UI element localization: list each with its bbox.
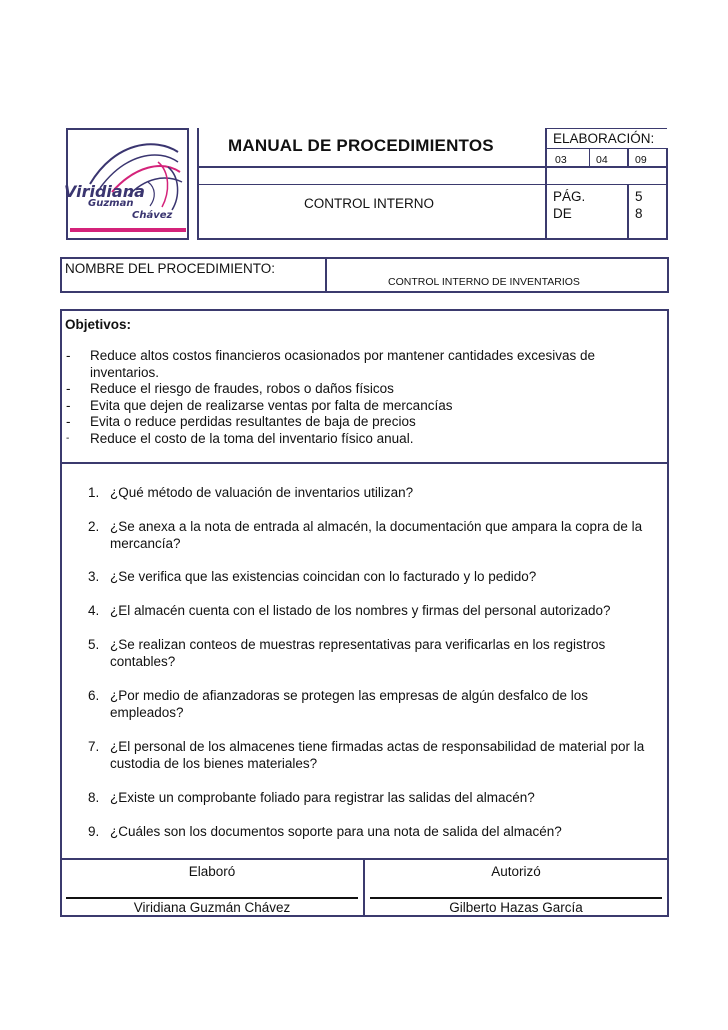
question-text: ¿Existe un comprobante foliado para registrar las salidas del almacén? xyxy=(110,790,535,805)
elaboracion-year: 09 xyxy=(635,154,647,166)
procedure-name-label: NOMBRE DEL PROCEDIMIENTO: xyxy=(65,261,276,276)
question-number: 1. xyxy=(88,485,100,500)
question-text: ¿Se realizan conteos de muestras representativas para verificarlas en los registros contables? xyxy=(110,637,606,669)
objective-text: Evita o reduce perdidas resultantes de baja de precios xyxy=(90,414,416,429)
question-number: 9. xyxy=(88,824,100,839)
page-of-label: DE xyxy=(553,206,572,221)
procedure-name-value: CONTROL INTERNO DE INVENTARIOS xyxy=(388,276,580,288)
objective-item xyxy=(66,348,646,381)
elaboracion-month: 04 xyxy=(596,154,608,166)
logo-line-2: Guzman xyxy=(88,198,134,209)
question-number: 8. xyxy=(88,790,100,805)
bullet-dash: - xyxy=(66,414,71,429)
question-item xyxy=(88,687,663,738)
autorizo-label: Autorizó xyxy=(491,864,541,879)
question-number: 6. xyxy=(88,688,100,703)
question-item xyxy=(88,518,663,568)
logo-line-3: Chávez xyxy=(132,210,173,221)
question-item xyxy=(88,568,663,602)
question-text: ¿Qué método de valuación de inventarios utilizan? xyxy=(110,485,414,500)
bullet-dash: - xyxy=(66,381,71,396)
objective-text: Reduce altos costos financieros ocasionados por mantener cantidades excesivas de inventarios. xyxy=(90,348,596,380)
elaboracion-day: 03 xyxy=(555,154,567,166)
bullet-dash: - xyxy=(66,397,71,413)
question-item xyxy=(88,738,663,789)
question-text: ¿Por medio de afianzadoras se protegen las empresas de algún desfalco de los empleados? xyxy=(110,688,589,720)
bullet-dash: - xyxy=(66,348,71,363)
autorizo-name: Gilberto Hazas García xyxy=(449,900,583,915)
question-number: 7. xyxy=(88,739,100,754)
objective-text: Reduce el riesgo de fraudes, robos o daños físicos xyxy=(90,381,394,396)
bullet-dash: - xyxy=(66,432,70,444)
questions-list xyxy=(88,484,663,857)
objective-text: Reduce el costo de la toma del inventario físico anual. xyxy=(90,430,414,446)
question-text: ¿El personal de los almacenes tiene firmadas actas de responsabilidad de material por la custodia de los bienes materiales? xyxy=(110,739,645,771)
manual-title: MANUAL DE PROCEDIMIENTOS xyxy=(228,136,494,155)
question-item xyxy=(88,823,663,857)
question-number: 5. xyxy=(88,637,100,652)
question-number: 4. xyxy=(88,603,100,618)
question-text: ¿Se verifica que las existencias coincidan con lo facturado y lo pedido? xyxy=(110,569,537,584)
objectives-list xyxy=(66,348,646,447)
page-label: PÁG. xyxy=(553,189,586,204)
question-item xyxy=(88,636,663,687)
question-item xyxy=(88,602,663,636)
question-text: ¿Cuáles son los documentos soporte para una nota de salida del almacén? xyxy=(110,824,562,839)
elaboracion-label: ELABORACIÓN: xyxy=(553,131,655,146)
page-total: 8 xyxy=(635,206,643,221)
question-text: ¿Se anexa a la nota de entrada al almacén, la documentación que ampara la copra de la mercancía? xyxy=(110,519,643,551)
question-item xyxy=(88,789,663,823)
page-number: 5 xyxy=(635,189,643,204)
question-text: ¿El almacén cuenta con el listado de los nombres y firmas del personal autorizado? xyxy=(110,603,611,618)
objective-item xyxy=(66,431,646,448)
company-logo xyxy=(64,132,186,236)
elaboro-label: Elaboró xyxy=(188,864,236,879)
objective-item xyxy=(66,398,646,415)
objective-text: Evita que dejen de realizarse ventas por falta de mercancías xyxy=(90,397,453,413)
objectives-heading: Objetivos: xyxy=(65,317,132,332)
question-number: 3. xyxy=(88,569,100,584)
question-item xyxy=(88,484,663,518)
objective-item xyxy=(66,381,646,398)
question-number: 2. xyxy=(88,519,100,534)
objective-item xyxy=(66,414,646,431)
section-title: CONTROL INTERNO xyxy=(304,196,435,211)
elaboro-name: Viridiana Guzmán Chávez xyxy=(133,900,291,915)
logo-line-1: Viridiana xyxy=(64,182,145,201)
